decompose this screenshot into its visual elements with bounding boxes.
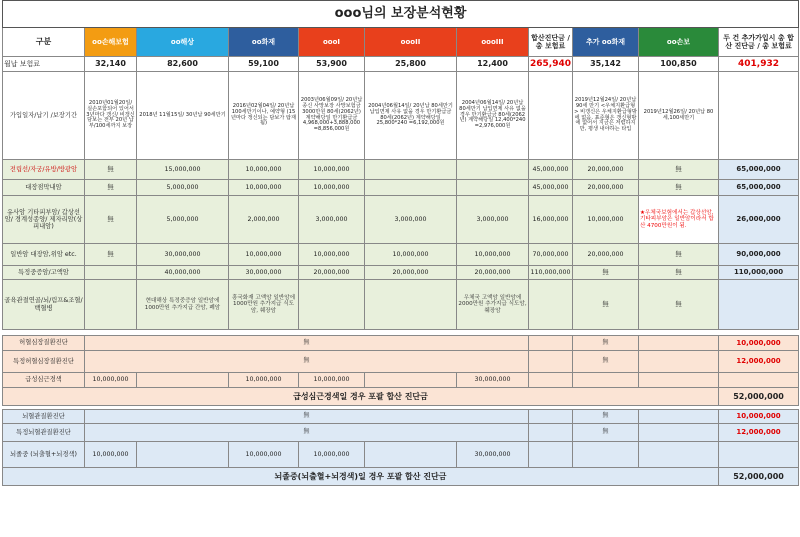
cell-value: [457, 180, 529, 196]
cell-value: [719, 280, 799, 330]
cell-value: 110,000,000: [529, 266, 573, 280]
cell-value: 10,000,000: [457, 244, 529, 266]
period-detail: 2018년 11월15일/ 30년납 90세만기: [137, 72, 229, 160]
cell-value: [365, 180, 457, 196]
heart-sum-label: 급성심근경색일 경우 포괄 합산 진단금: [3, 388, 719, 406]
row-label: 골육관절연골/뇌/림프&조혈/백혈병: [3, 280, 85, 330]
column-header-7: 합산진단금 / 총 보험료: [529, 28, 573, 57]
cell-value: 3,000,000: [299, 196, 365, 244]
premium-value: 82,600: [137, 57, 229, 72]
cell-value: 無: [85, 180, 137, 196]
row-label: 특정중증암/고액암: [3, 266, 85, 280]
cell-value: 20,000,000: [573, 160, 639, 180]
premium-value: 59,100: [229, 57, 299, 72]
table-row: [3, 244, 799, 266]
brain-sum-total: 52,000,000: [719, 468, 799, 486]
brain-sum-row: [3, 468, 799, 486]
cell-value: 10,000,000: [229, 160, 299, 180]
row-label: 일반암 대장암,위암 etc.: [3, 244, 85, 266]
cell-value: 無: [85, 244, 137, 266]
cell-value: [719, 442, 799, 468]
period-detail: [529, 72, 573, 160]
cell-value: [529, 336, 573, 351]
cell-value: 90,000,000: [719, 244, 799, 266]
cell-value: 無: [573, 336, 639, 351]
cell-value: [719, 373, 799, 388]
row-label: 특정허혈심장질환진단: [3, 351, 85, 373]
column-header-10: 두 건 추가가입시 총 합산 진단금 / 총 보험료: [719, 28, 799, 57]
cell-value: [639, 410, 719, 424]
cell-value: 65,000,000: [719, 180, 799, 196]
cell-value: 5,000,000: [137, 196, 229, 244]
cell-value: 30,000,000: [457, 373, 529, 388]
cell-total: 10,000,000: [719, 336, 799, 351]
cell-value: 3,000,000: [457, 196, 529, 244]
cell-value: 無: [85, 424, 529, 442]
cell-value: ★우체국보험에서는 갑상선암,기타피부암은 일반암이라서 합산 4700만원이 됨.: [639, 196, 719, 244]
heart-sum-row: [3, 388, 799, 406]
row-label: 뇌혈관질환진단: [3, 410, 85, 424]
cell-value: 無: [639, 160, 719, 180]
period-detail: 2004년06월14일/ 20년납 80세만기 납입면제 사유 없을 경우 만기환급금 80세(2062년) 계약해당일 12,400*240 =2,976,000원: [457, 72, 529, 160]
cell-value: [529, 373, 573, 388]
cell-value: [365, 442, 457, 468]
premium-value: 100,850: [639, 57, 719, 72]
cell-value: [299, 280, 365, 330]
cell-value: 10,000,000: [299, 442, 365, 468]
cell-value: [529, 280, 573, 330]
table-row: [3, 280, 799, 330]
cell-value: [529, 351, 573, 373]
column-header-4: oooI: [299, 28, 365, 57]
column-header-3: oo화재: [229, 28, 299, 57]
cell-value: 10,000,000: [299, 160, 365, 180]
row-label: 급성심근경색: [3, 373, 85, 388]
table-row: [3, 424, 799, 442]
row-label: 특정뇌혈관질환진단: [3, 424, 85, 442]
heart-sum-total: 52,000,000: [719, 388, 799, 406]
table-row: [3, 373, 799, 388]
table-row: [3, 160, 799, 180]
cell-value: 無: [85, 351, 529, 373]
period-detail: 2004년06월14일/ 20년납 80세만기 납입면제 사유 없을 경우 만기환급금 80세(2062년) 계약해당일 25,800*240 =6,192,000원: [365, 72, 457, 160]
cell-value: 無: [573, 410, 639, 424]
cell-value: 30,000,000: [137, 244, 229, 266]
column-header-2: oo해상: [137, 28, 229, 57]
cell-value: 40,000,000: [137, 266, 229, 280]
cell-value: 無: [85, 336, 529, 351]
cell-value: 10,000,000: [365, 244, 457, 266]
row-label: 허혈심장질환진단: [3, 336, 85, 351]
period-detail: 2019년12월26일/ 20년납 80세,100세만기: [639, 72, 719, 160]
cell-value: [529, 442, 573, 468]
cell-value: [529, 424, 573, 442]
brain-sum-label: 뇌졸중(뇌출혈+뇌경색)일 경우 포괄 합산 진단금: [3, 468, 719, 486]
cell-value: 30,000,000: [457, 442, 529, 468]
cell-value: 20,000,000: [365, 266, 457, 280]
cell-value: 10,000,000: [85, 373, 137, 388]
period-label: 가입일자/납기 /보장기간: [3, 72, 85, 160]
period-detail: 2003년06월09일/ 20년납 종신 사망보장 사망보험금 3000만원 80세(2062년) 계약해당일 만기환급금 4,968,000+3,888,000 =8,856,000원: [299, 72, 365, 160]
cell-value: 無: [85, 160, 137, 180]
cell-value: 無: [573, 351, 639, 373]
cell-value: [365, 160, 457, 180]
cell-value: 無: [639, 266, 719, 280]
cell-value: 無: [573, 266, 639, 280]
cell-value: [573, 373, 639, 388]
cell-value: 無: [85, 196, 137, 244]
premium-value: 35,142: [573, 57, 639, 72]
cell-value: 無: [639, 244, 719, 266]
cell-value: 20,000,000: [457, 266, 529, 280]
cell-value: 3,000,000: [365, 196, 457, 244]
premium-value: 25,800: [365, 57, 457, 72]
table-row: [3, 266, 799, 280]
cell-value: 無: [639, 180, 719, 196]
cell-value: [85, 266, 137, 280]
cell-value: 10,000,000: [229, 180, 299, 196]
row-label: 뇌졸중 (뇌출혈+뇌경색): [3, 442, 85, 468]
table-row: [3, 336, 799, 351]
period-detail: 2010년01월20일/ 실손포함되어 있어서 3년마다 갱신/ 비갱신담보는 전부 20년 납부/100세까지 보장: [85, 72, 137, 160]
cell-value: 2,000,000: [229, 196, 299, 244]
cell-value: 10,000,000: [229, 373, 299, 388]
cell-value: 15,000,000: [137, 160, 229, 180]
cell-value: 10,000,000: [299, 244, 365, 266]
premium-value: 32,140: [85, 57, 137, 72]
cell-value: 5,000,000: [137, 180, 229, 196]
table-row: [3, 196, 799, 244]
column-header-8: 추가 oo화재: [573, 28, 639, 57]
cell-value: [639, 336, 719, 351]
table-row: [3, 410, 799, 424]
cell-value: 65,000,000: [719, 160, 799, 180]
premium-value: 53,900: [299, 57, 365, 72]
cell-value: 10,000,000: [299, 180, 365, 196]
cell-value: 30,000,000: [229, 266, 299, 280]
table-row: [3, 180, 799, 196]
cell-value: [573, 442, 639, 468]
cell-value: 無: [573, 280, 639, 330]
cell-value: [137, 442, 229, 468]
cell-value: 無: [573, 424, 639, 442]
cell-value: 無: [639, 280, 719, 330]
cell-value: 16,000,000: [529, 196, 573, 244]
cell-value: [457, 160, 529, 180]
row-label: 전립선/자궁/유방/방광암: [3, 160, 85, 180]
cell-value: 無: [85, 410, 529, 424]
page-title: ooo님의 보장분석현황: [3, 1, 799, 28]
column-header-9: oo손보: [639, 28, 719, 57]
period-detail: 2019년12월24일/ 20년납 90세 만기 <우체지환급형> 비갱신은 우체지환급형밖에 없음. 표준형은 갱신형밖에 없어서 지금은 저렴하지만, 평생 내야하는 타입: [573, 72, 639, 160]
cell-total: 12,000,000: [719, 351, 799, 373]
row-label: 대장점막내암: [3, 180, 85, 196]
premium-label: 월납 보험료: [3, 57, 85, 72]
column-header-6: oooIII: [457, 28, 529, 57]
cell-value: 10,000,000: [229, 244, 299, 266]
period-detail: 2016년02월04일/ 20년납 100세만기이나, 예약형 (15년마다 갱신되는 담보가 탑재됨): [229, 72, 299, 160]
column-header-5: oooII: [365, 28, 457, 57]
table-row: [3, 442, 799, 468]
cell-value: [639, 424, 719, 442]
cell-value: 110,000,000: [719, 266, 799, 280]
premium-value: 401,932: [719, 57, 799, 72]
premium-value: 265,940: [529, 57, 573, 72]
cell-value: 45,000,000: [529, 160, 573, 180]
cell-value: 10,000,000: [299, 373, 365, 388]
cell-value: 20,000,000: [299, 266, 365, 280]
column-header-1: oo손해보험: [85, 28, 137, 57]
cell-value: [529, 410, 573, 424]
period-detail: [719, 72, 799, 160]
cell-value: 10,000,000: [229, 442, 299, 468]
cell-total: 12,000,000: [719, 424, 799, 442]
cell-value: [639, 442, 719, 468]
cell-value: 흥국화재 고액암 일반암에 1000만원 추가지급 식도암, 췌장암: [229, 280, 299, 330]
cell-value: 10,000,000: [85, 442, 137, 468]
cell-value: [365, 280, 457, 330]
cell-value: [365, 373, 457, 388]
cell-value: 20,000,000: [573, 244, 639, 266]
cell-value: 45,000,000: [529, 180, 573, 196]
cell-value: 현대해상 특정중증암 일반암에 1000만원 추가지급 간암, 폐암: [137, 280, 229, 330]
cell-value: 우체국 고액암 일반암에 2000만원 추가지급 식도암, 췌장암: [457, 280, 529, 330]
cell-value: 10,000,000: [573, 196, 639, 244]
cell-value: 20,000,000: [573, 180, 639, 196]
column-header-0: 구분: [3, 28, 85, 57]
cell-value: 26,000,000: [719, 196, 799, 244]
cell-value: [639, 351, 719, 373]
premium-value: 12,400: [457, 57, 529, 72]
cell-value: 70,000,000: [529, 244, 573, 266]
coverage-table: [2, 0, 799, 486]
cell-value: [85, 280, 137, 330]
cell-value: [639, 373, 719, 388]
row-label: 유사암 기타피부암/ 갑상선암/ 경계성종양/ 제자리암(상피내암): [3, 196, 85, 244]
table-row: [3, 351, 799, 373]
cell-value: [137, 373, 229, 388]
cell-total: 10,000,000: [719, 410, 799, 424]
